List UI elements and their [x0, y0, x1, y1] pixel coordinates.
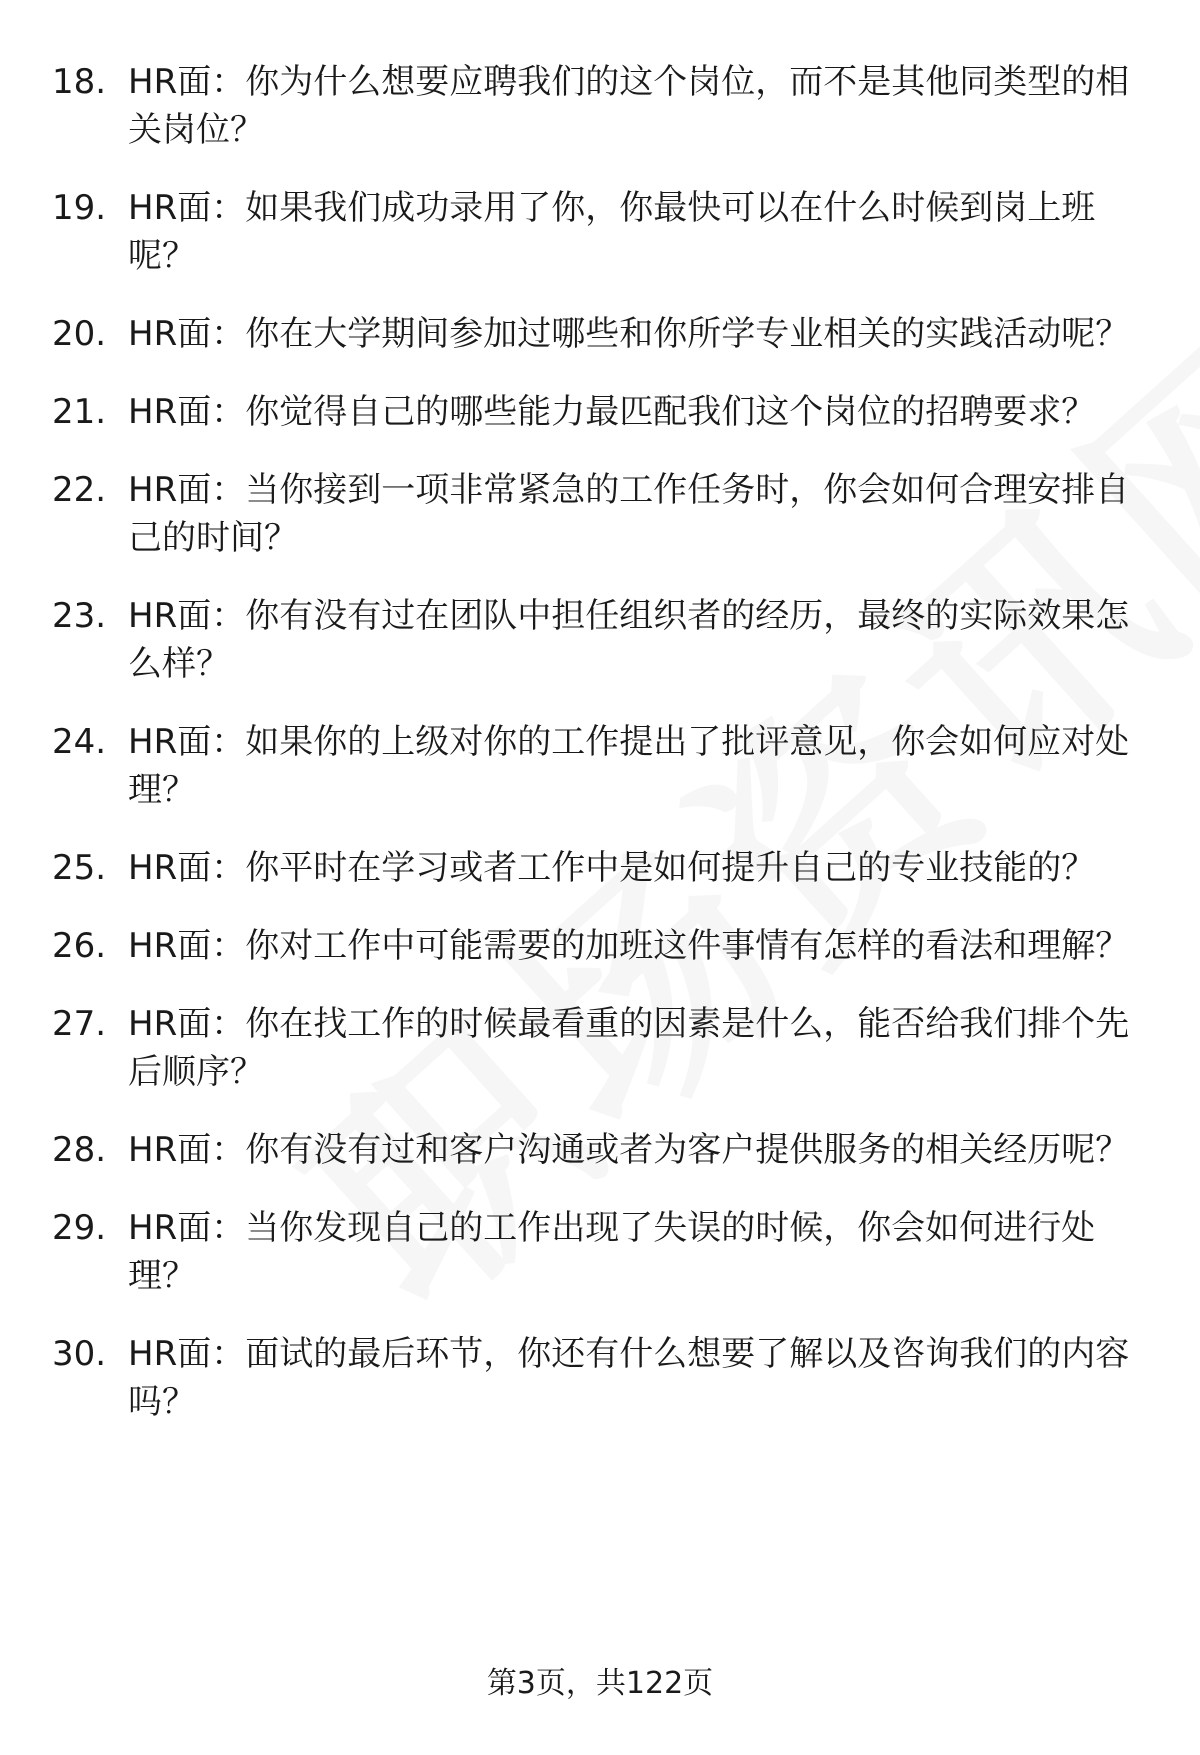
- question-text: HR面：当你接到一项非常紧急的工作任务时，你会如何合理安排自己的时间？: [128, 470, 1130, 558]
- question-number: 27.: [52, 1004, 107, 1044]
- question-number: 22.: [52, 470, 107, 510]
- question-number: 25.: [52, 848, 107, 888]
- question-number: 20.: [52, 314, 107, 354]
- question-number: 24.: [52, 722, 107, 762]
- question-list: [0, 58, 1200, 1456]
- question-number: 23.: [52, 596, 107, 636]
- list-item: [0, 1000, 1200, 1096]
- page-footer: 第3页，共122页: [486, 1666, 714, 1701]
- list-item: [0, 922, 1200, 970]
- list-item: [0, 1204, 1200, 1300]
- question-number: 29.: [52, 1208, 107, 1248]
- list-item: [0, 466, 1200, 562]
- question-number: 21.: [52, 392, 107, 432]
- list-item: [0, 58, 1200, 154]
- question-number: 28.: [52, 1130, 107, 1170]
- question-text: HR面：你在大学期间参加过哪些和你所学专业相关的实践活动呢？: [128, 314, 1130, 354]
- question-text: HR面：你有没有过和客户沟通或者为客户提供服务的相关经历呢？: [128, 1130, 1130, 1170]
- list-item: [0, 310, 1200, 358]
- question-number: 19.: [52, 188, 107, 228]
- question-text: HR面：面试的最后环节，你还有什么想要了解以及咨询我们的内容吗？: [128, 1334, 1130, 1422]
- question-text: HR面：当你发现自己的工作出现了失误的时候，你会如何进行处理？: [128, 1208, 1096, 1296]
- question-text: HR面：你为什么想要应聘我们的这个岗位，而不是其他同类型的相关岗位？: [128, 62, 1130, 150]
- list-item: [0, 1126, 1200, 1174]
- question-text: HR面：如果你的上级对你的工作提出了批评意见，你会如何应对处理？: [128, 722, 1130, 810]
- list-item: [0, 1330, 1200, 1426]
- question-text: HR面：你平时在学习或者工作中是如何提升自己的专业技能的？: [128, 848, 1096, 888]
- list-item: [0, 184, 1200, 280]
- question-text: HR面：你在找工作的时候最看重的因素是什么，能否给我们排个先后顺序？: [128, 1004, 1130, 1092]
- question-text: HR面：你觉得自己的哪些能力最匹配我们这个岗位的招聘要求？: [128, 392, 1096, 432]
- question-number: 26.: [52, 926, 107, 966]
- question-text: HR面：你有没有过在团队中担任组织者的经历，最终的实际效果怎么样？: [128, 596, 1130, 684]
- list-item: [0, 388, 1200, 436]
- list-item: [0, 718, 1200, 814]
- question-number: 30.: [52, 1334, 107, 1374]
- question-number: 18.: [52, 62, 107, 102]
- question-text: HR面：如果我们成功录用了你，你最快可以在什么时候到岗上班呢？: [128, 188, 1096, 276]
- question-text: HR面：你对工作中可能需要的加班这件事情有怎样的看法和理解？: [128, 926, 1130, 966]
- list-item: [0, 592, 1200, 688]
- list-item: [0, 844, 1200, 892]
